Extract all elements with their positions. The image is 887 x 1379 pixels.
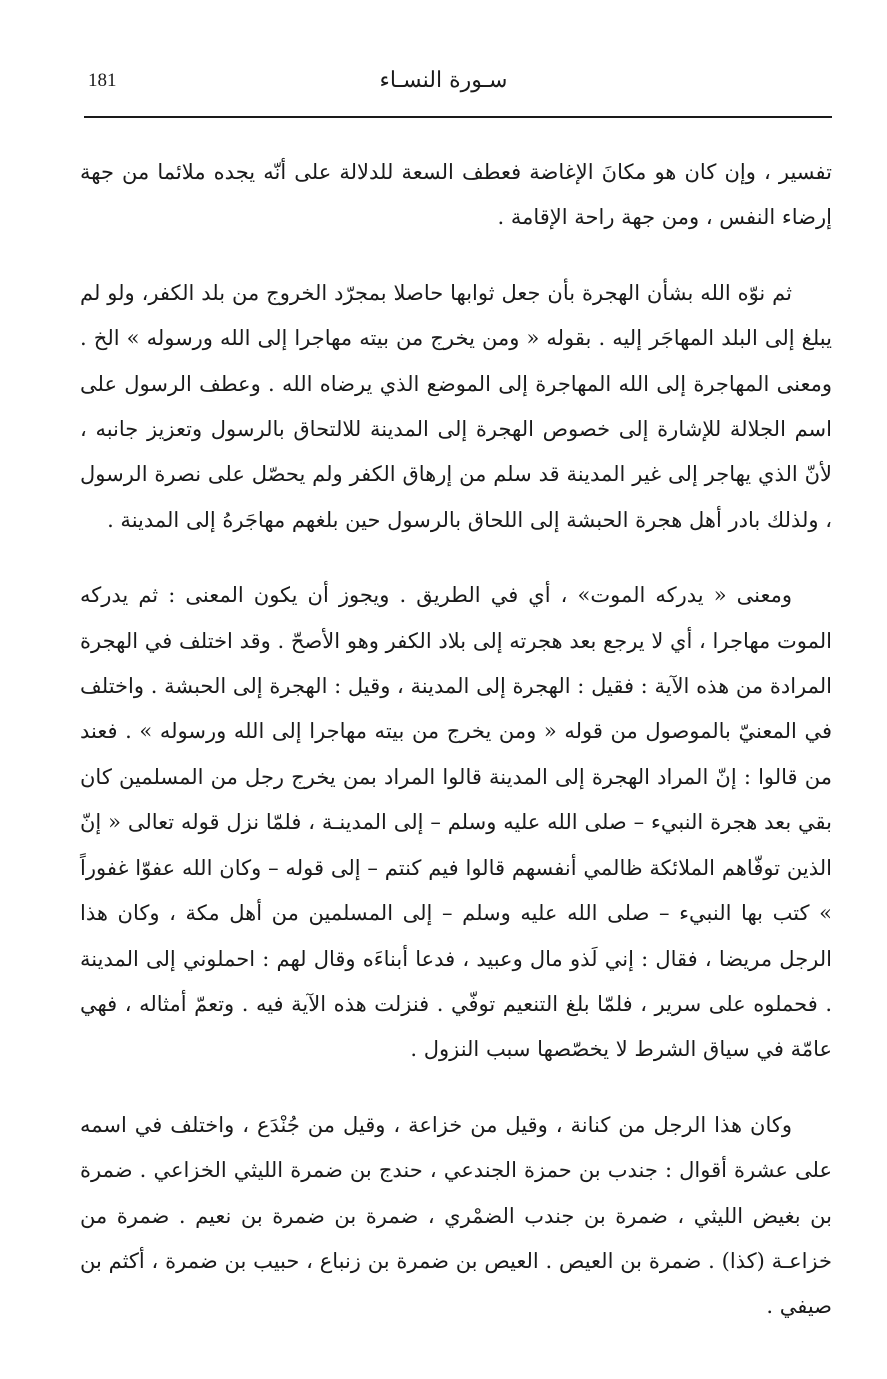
paragraph: وكان هذا الرجل من كنانة ، وقيل من خزاعة ، وقيل من جُنْدَع ، واختلف في اسمه على عشرة أقوال : جندب بن حمزة الجندعي ، حندج بن ضمرة الليثي الخزاعي . ضمرة بن بغيض الليثي ، ضمرة بن جندب الضمْري ، ضمرة بن ضمرة بن نعيم . ضمرة من خزاعـة (كذا) . ضمرة بن العيص . العيص بن ضمرة بن زنباع ، حبيب بن ضمرة ، أكثم بن صيفي . — [80, 1112, 832, 1319]
paragraph: تفسير ، وإن كان هو مكانَ الإغاضة فعطف السعة للدلالة على أنّه يجده ملائما من جهة إرضاء النفس ، ومن جهة راحة الإقامة . — [80, 160, 832, 230]
header-rule — [84, 116, 832, 118]
page-number: 181 — [88, 70, 117, 91]
body-text — [80, 150, 832, 1360]
paragraph: ثم نوّه الله بشأن الهجرة بأن جعل ثوابها حاصلا بمجرّد الخروج من بلد الكفر، ولو لم يبلغ إلى البلد المهاجَر إليه . بقوله « ومن يخرج من بيته مهاجرا إلى الله ورسوله » الخ . ومعنى المهاجرة إلى الله المهاجرة إلى الموضع الذي يرضاه الله . وعطف الرسول على اسم الجلالة للإشارة إلى خصوص الهجرة إلى المدينة للالتحاق بالرسول وتعزيز جانبه ، لأنّ الذي يهاجر إلى غير المدينة قد سلم من إرهاق الكفر ولم يحصّل على نصرة الرسول ، ولذلك بادر أهل هجرة الحبشة إلى اللحاق بالرسول حين بلغهم مهاجَرهُ إلى المدينة . — [80, 280, 832, 532]
running-title: سـورة النسـاء — [379, 68, 508, 93]
paragraph: ومعنى « يدركه الموت» ، أي في الطريق . ويجوز أن يكون المعنى : ثم يدركه الموت مهاجرا ، أي لا يرجع بعد هجرته إلى بلاد الكفر وهو الأصحّ . وقد اختلف في الهجرة المرادة من هذه الآية : فقيل : الهجرة إلى المدينة ، وقيل : الهجرة إلى الحبشة . واختلف في المعنيّ بالموصول من قوله « ومن يخرج من بيته مهاجرا إلى الله ورسوله » . فعند من قالوا : إنّ المراد الهجرة إلى المدينة قالوا المراد بمن يخرج رجل من المسلمين كان بقي بعد هجرة النبيء – صلى الله عليه وسلم – إلى المدينـة ، فلمّا نزل قوله تعالى « إنّ الذين توفّاهم الملائكة ظالمي أنفسهم قالوا فيم كنتم – إلى قوله – وكان الله عفوّا غفوراً » كتب بها النبيء – صلى الله عليه وسلم – إلى المسلمين من أهل مكة ، وكان هذا الرجل مريضا ، فقال : إني لَذو مال وعبيد ، فدعا أبناءَه وقال لهم : احملوني إلى المدينة . فحملوه على سرير ، فلمّا بلغ التنعيم توفّي . فنزلت هذه الآية فيه . وتعمّ أمثاله ، فهي عامّة في سياق الشرط لا يخصّصها سبب النزول . — [80, 583, 832, 1062]
